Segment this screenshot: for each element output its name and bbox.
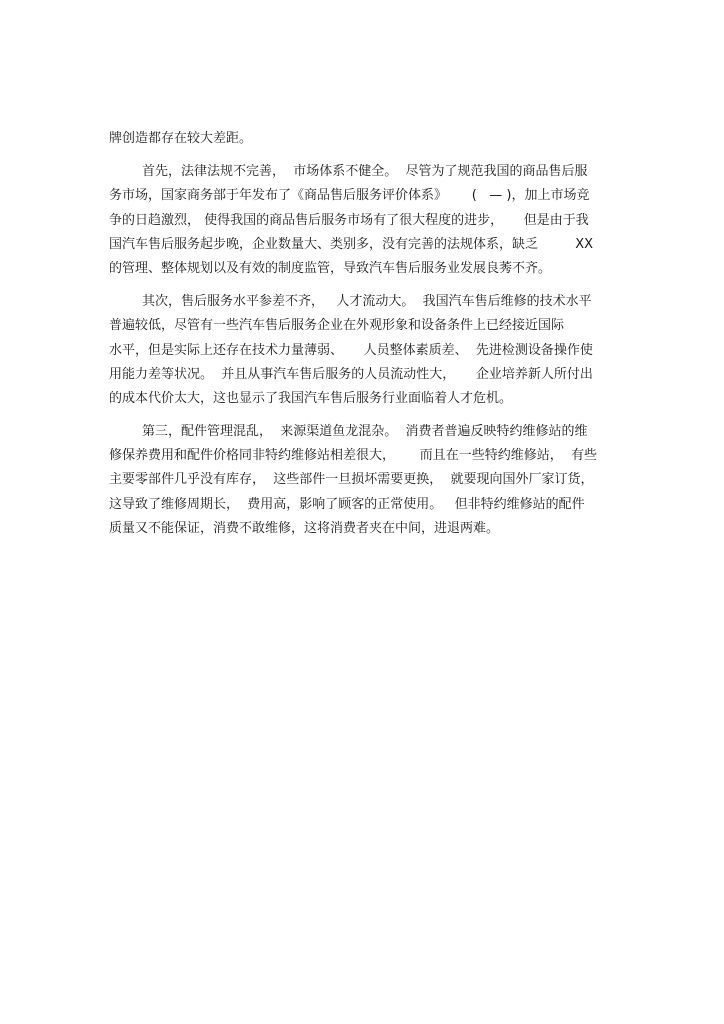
- text-line: 的成本代价太大，这也显示了我国汽车售后服务行业面临着人才危机。: [109, 390, 513, 406]
- text-line: 普遍较低，尽管有一些汽车售后服务企业在外观形象和设备条件上已经接近国际: [109, 318, 565, 334]
- text-line: 水平，但是实际上还存在技术力量薄弱、 人员整体素质差、 先进检测设备操作使: [109, 342, 593, 358]
- paragraph-first-line: 首先，法律法规不完善， 市场体系不健全。 尽管为了规范我国的商品售后服: [142, 164, 588, 180]
- text-line: 争的日趋激烈， 使得我国的商品售后服务市场有了很大程度的进步， 但是由于我: [109, 212, 589, 228]
- text-line: 这导致了维修周期长， 费用高，影响了顾客的正常使用。 但非特约维修站的配件: [109, 496, 585, 512]
- text-line: 修保养费用和配件价格同非特约维修站相差很大， 而且在一些特约维修站， 有些: [109, 448, 598, 464]
- paragraph-gap: [109, 151, 615, 160]
- text-line: 用能力差等状况。 并且从事汽车售后服务的人员流动性大， 企业培养新人所付出: [109, 366, 593, 382]
- text-line: 国汽车售后服务起步晚，企业数量大、类别多，没有完善的法规体系，缺乏 XX: [109, 236, 594, 252]
- text-line: 的管理、整体规划以及有效的制度监管，导致汽车售后服务业发展良莠不齐。: [109, 260, 552, 276]
- text-line: 牌创造都存在较大差距。: [109, 131, 253, 146]
- paragraph-first-line: 其次，售后服务水平参差不齐， 人才流动大。 我国汽车售后维修的技术水平: [142, 294, 592, 310]
- paragraph-first-line: 第三，配件管理混乱， 来源渠道鱼龙混杂。 消费者普遍反映特约维修站的维: [142, 424, 588, 440]
- text-line: 主要零部件几乎没有库存， 这些部件一旦损坏需要更换， 就要现向国外厂家订货，: [109, 472, 594, 488]
- paragraph-gap: [109, 411, 615, 420]
- text-line: 务市场，国家商务部于年发布了《商品售后服务评价体系》 ( — )，加上市场竞: [109, 188, 590, 204]
- document-body: [109, 127, 615, 541]
- paragraph-gap: [109, 281, 615, 290]
- text-line: 质量又不能保证，消费不敢维修，这将消费者夹在中间，进退两难。: [109, 520, 500, 536]
